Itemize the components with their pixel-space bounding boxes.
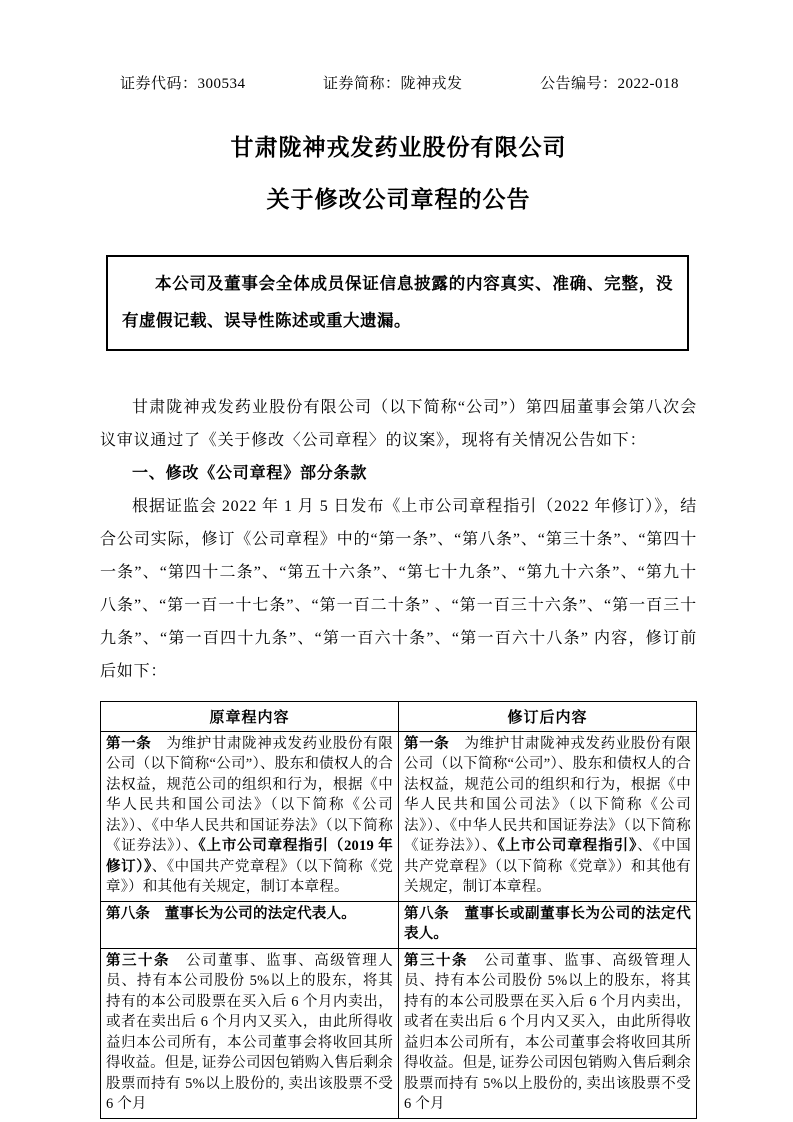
basis-paragraph: 根据证监会 2022 年 1 月 5 日发布《上市公司章程指引（2022 年修订）》，结合公司实际，修订《公司章程》中的“第一条”、“第八条”、“第三十条”、“第四十一条”、“第四十二条”、“第五十六条”、“第七十九条”、“第九十六条”、“第九十八条”、“第一百一十七条”、“第一百二十条” 、“第一百三十六条”、“第一百三十九条”、“第一百四十九条”、“第一百六十条”、“第一百六十八条” 内容，修订前后如下： bbox=[100, 497, 697, 680]
section-heading: 一、修改《公司章程》部分条款 bbox=[132, 464, 368, 482]
table-row-article30 bbox=[101, 948, 697, 1118]
announcement-title: 关于修改公司章程的公告 bbox=[266, 186, 531, 212]
column-header-original: 原章程内容 bbox=[101, 701, 399, 731]
document-header bbox=[100, 72, 697, 93]
table-cell-article8-original: 第八条 董事长为公司的法定代表人。 bbox=[101, 901, 399, 948]
disclaimer-box bbox=[106, 255, 689, 351]
disclaimer-text: 本公司及董事会全体成员保证信息披露的内容真实、准确、完整，没有虚假记载、误导性陈述或重大遗漏。 bbox=[122, 273, 673, 330]
intro-paragraph: 甘肃陇神戎发药业股份有限公司（以下简称“公司”）第四届董事会第八次会议审议通过了《关于修改〈公司章程〉的议案》，现将有关情况公告如下： bbox=[100, 398, 697, 449]
announcement-number: 公告编号：2022-018 bbox=[540, 76, 679, 92]
column-header-revised: 修订后内容 bbox=[399, 701, 697, 731]
amendment-table-body bbox=[101, 731, 697, 1118]
company-title: 甘肃陇神戎发药业股份有限公司 bbox=[230, 135, 567, 160]
stock-name: 证券简称：陇神戎发 bbox=[323, 76, 463, 92]
stock-code: 证券代码：300534 bbox=[120, 76, 246, 92]
table-cell-article1-original: 第一条 为维护甘肃陇神戎发药业股份有限公司（以下简称“公司”）、股东和债权人的合法权益，规范公司的组织和行为，根据《中华人民共和国公司法》（以下简称《公司法》）、《中华人民共和国证券法》（以下简称《证券法》）、《上市公司章程指引（2019 年修订）》、《中国共产党章程》（以下简称《党章》）和其他有关规定，制订本章程。 bbox=[101, 731, 399, 901]
table-header-row bbox=[101, 701, 697, 731]
table-cell-article30-original: 第三十条 公司董事、监事、高级管理人员、持有本公司股份 5%以上的股东，将其持有的本公司股票在买入后 6 个月内卖出，或者在卖出后 6 个月内又买入，由此所得收益归本公司所有，本公司董事会将收回其所得收益。但是, 证券公司因包销购入售后剩余股票而持有 5%以上股份的, 卖出该股票不受 6 个月 bbox=[101, 948, 399, 1118]
table-row-article1 bbox=[101, 731, 697, 901]
table-cell-article30-revised: 第三十条 公司董事、监事、高级管理人员、持有本公司股份 5%以上的股东，将其持有的本公司股票在买入后 6 个月内卖出，或者在卖出后 6 个月内又买入，由此所得收益归本公司所有，本公司董事会将收回其所得收益。但是, 证券公司因包销购入售后剩余股票而持有 5%以上股份的, 卖出该股票不受 6 个月 bbox=[399, 948, 697, 1118]
table-cell-article8-revised: 第八条 董事长或副董事长为公司的法定代表人。 bbox=[399, 901, 697, 948]
amendment-table-head bbox=[101, 701, 697, 731]
amendment-table bbox=[100, 701, 697, 1119]
table-cell-article1-revised: 第一条 为维护甘肃陇神戎发药业股份有限公司（以下简称“公司”）、股东和债权人的合法权益，规范公司的组织和行为，根据《中华人民共和国公司法》（以下简称《公司法》）、《中华人民共和国证券法》（以下简称《证券法》）、《上市公司章程指引》、《中国共产党章程》（以下简称《党章》）和其他有关规定，制订本章程。 bbox=[399, 731, 697, 901]
table-row-article8 bbox=[101, 901, 697, 948]
